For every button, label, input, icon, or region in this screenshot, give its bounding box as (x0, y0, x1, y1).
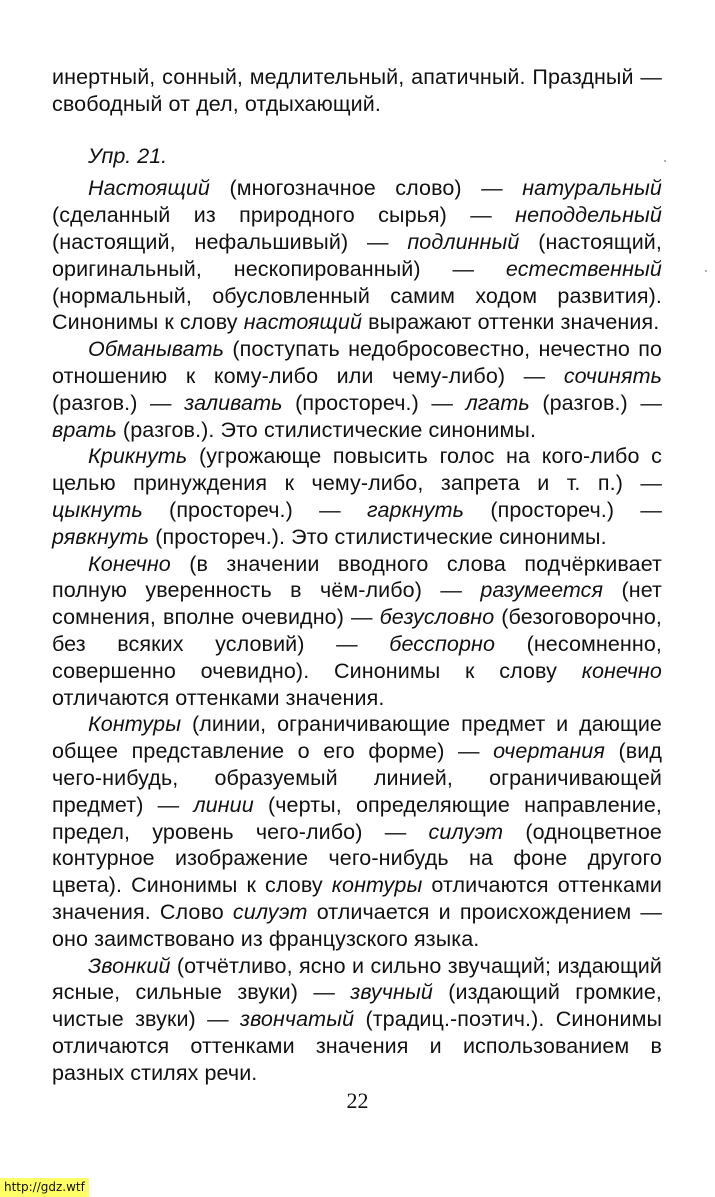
page-content (52, 64, 662, 1086)
paragraph-zvonkiy: Звонкий (отчётливо, ясно и сильно звучащий; издающий ясные, сильные звуки) — звучный (издающий громкие, чистые звуки) — звончатый (традиц.-поэтич.). Синонимы отличаются оттенками значения и использованием в разных стилях речи. (52, 953, 662, 1085)
paragraph-kriknut: Крикнуть (угрожающе повысить голос на кого-либо с целью принуждения к чему-либо, запрета и т. п.) — цыкнуть (простореч.) — гаркнуть (простореч.) — рявкнуть (простореч.). Это стилистические синонимы. (52, 444, 662, 549)
scan-speck (664, 160, 666, 162)
watermark-link[interactable]: http://gdz.wtf (0, 1178, 89, 1197)
paragraph-kontury: Контуры (линии, ограничивающие предмет и дающие общее представление о его форме) — очертания (вид чего-нибудь, образуемый линией, ограничивающей предмет) — линии (черты, определяющие направление, предел, уровень чего-либо) — силуэт (одноцветное контурное изображение чего-нибудь на фоне другого цвета). Синонимы к слову контуры отличаются оттенками значения. Слово силуэт отличается и происхождением — оно заимствовано из французского языка. (52, 712, 662, 951)
exercise-title: Упр. 21. (88, 143, 168, 168)
scan-speck (705, 270, 707, 272)
paragraph-konechno: Конечно (в значении вводного слова подчёркивает полную уверенность в чём-либо) — разумеется (нет сомнения, вполне очевидно) — безусловно (безоговорочно, без всяких условий) — бесспорно (несомненно, совершенно очевидно). Синонимы к слову конечно отличаются оттенками значения. (52, 551, 663, 710)
page-number: 22 (346, 1088, 369, 1113)
paragraph-nastoyashchiy: Настоящий (многозначное слово) — натуральный (сделанный из природного сырья) — неподдельный (настоящий, нефальшивый) — подлинный (настоящий, оригинальный, нескопированный) — естественный (нормальный, обусловленный самим ходом развития). Синонимы к слову настоящий выражают оттенки значения. (52, 176, 662, 335)
intro-text: инертный, сонный, медлительный, апатичный. Праздный — свободный от дел, отдыхающий. (52, 65, 662, 116)
paragraph-obmanyvat: Обманывать (поступать недобросовестно, нечестно по отношению к кому-либо или чему-либо) — сочинять (разгов.) — заливать (простореч.) — лгать (разгов.) — врать (разгов.). Это стилистические синонимы. (52, 337, 662, 442)
